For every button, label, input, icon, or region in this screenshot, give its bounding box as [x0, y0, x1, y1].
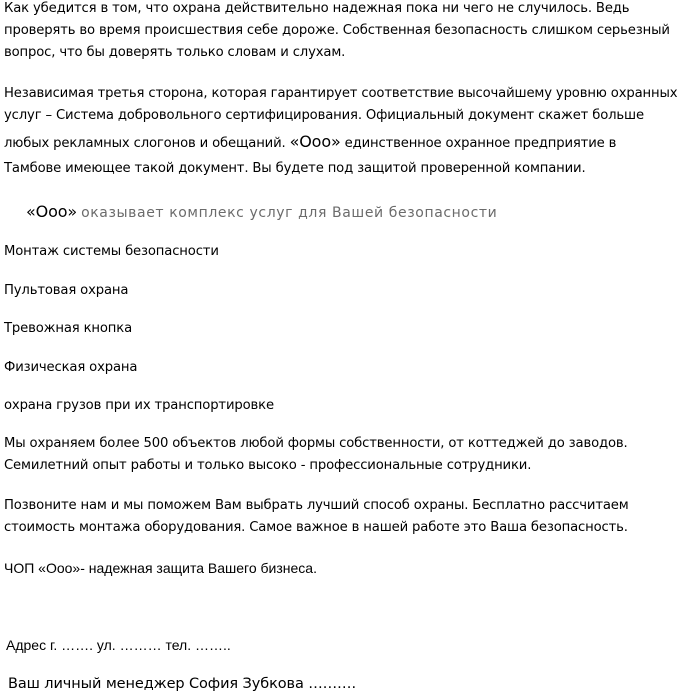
manager-line: Ваш личный менеджер София Зубкова ……….	[8, 676, 356, 692]
service-item: Физическая охрана	[4, 360, 138, 375]
certification-line-4: Тамбове имеющее такой документ. Вы будете под защитой проверенной компании.	[4, 161, 586, 176]
service-item: Монтаж системы безопасности	[4, 244, 219, 259]
contact-call-line-1: Позвоните нам и мы поможем Вам выбрать лучший способ охраны. Бесплатно рассчитаем	[4, 498, 629, 513]
slogan: ЧОП «Ооо»- надежная защита Вашего бизнеса.	[4, 560, 317, 576]
intro-line-1: Как убедится в том, что охрана действительно надежная пока ни чего не случилось. Ведь	[4, 1, 630, 16]
experience-line-1: Мы охраняем более 500 объектов любой формы собственности, от коттеджей до заводов.	[4, 436, 628, 451]
service-item: охрана грузов при их транспортировке	[4, 398, 274, 413]
address-line: Адрес г. ……. ул. ……… тел. ……..	[6, 637, 231, 653]
certification-line-2: услуг – Система добровольного сертифицирования. Официальный документ скажет больше	[4, 108, 644, 123]
services-heading	[26, 203, 497, 223]
services-brand: «Ооо»	[26, 202, 78, 221]
intro-line-2: проверять во время происшествия себе дороже. Собственная безопасность слишком серьезный	[4, 23, 670, 38]
contact-call-line-2: стоимость монтажа оборудования. Самое важное в нашей работе это Ваша безопасность.	[4, 520, 628, 535]
certification-line-1: Независимая третья сторона, которая гарантирует соответствие высочайшему уровню охранных	[4, 86, 678, 101]
intro-line-3: вопрос, что бы доверять только словам и слухам.	[4, 45, 346, 60]
brand-name: «Ооо»	[289, 132, 341, 151]
certification-line-3-start: любых рекламных слогонов и обещаний.	[4, 136, 290, 151]
experience-line-2: Семилетний опыт работы и только высоко - профессиональные сотрудники.	[4, 458, 532, 473]
certification-line-3	[4, 133, 616, 153]
service-item: Тревожная кнопка	[4, 321, 133, 336]
services-heading-text: оказывает комплекс услуг для Вашей безопасности	[81, 205, 498, 221]
certification-line-3-end: единственное охранное предприятие в	[340, 136, 617, 151]
service-item: Пультовая охрана	[4, 283, 129, 298]
